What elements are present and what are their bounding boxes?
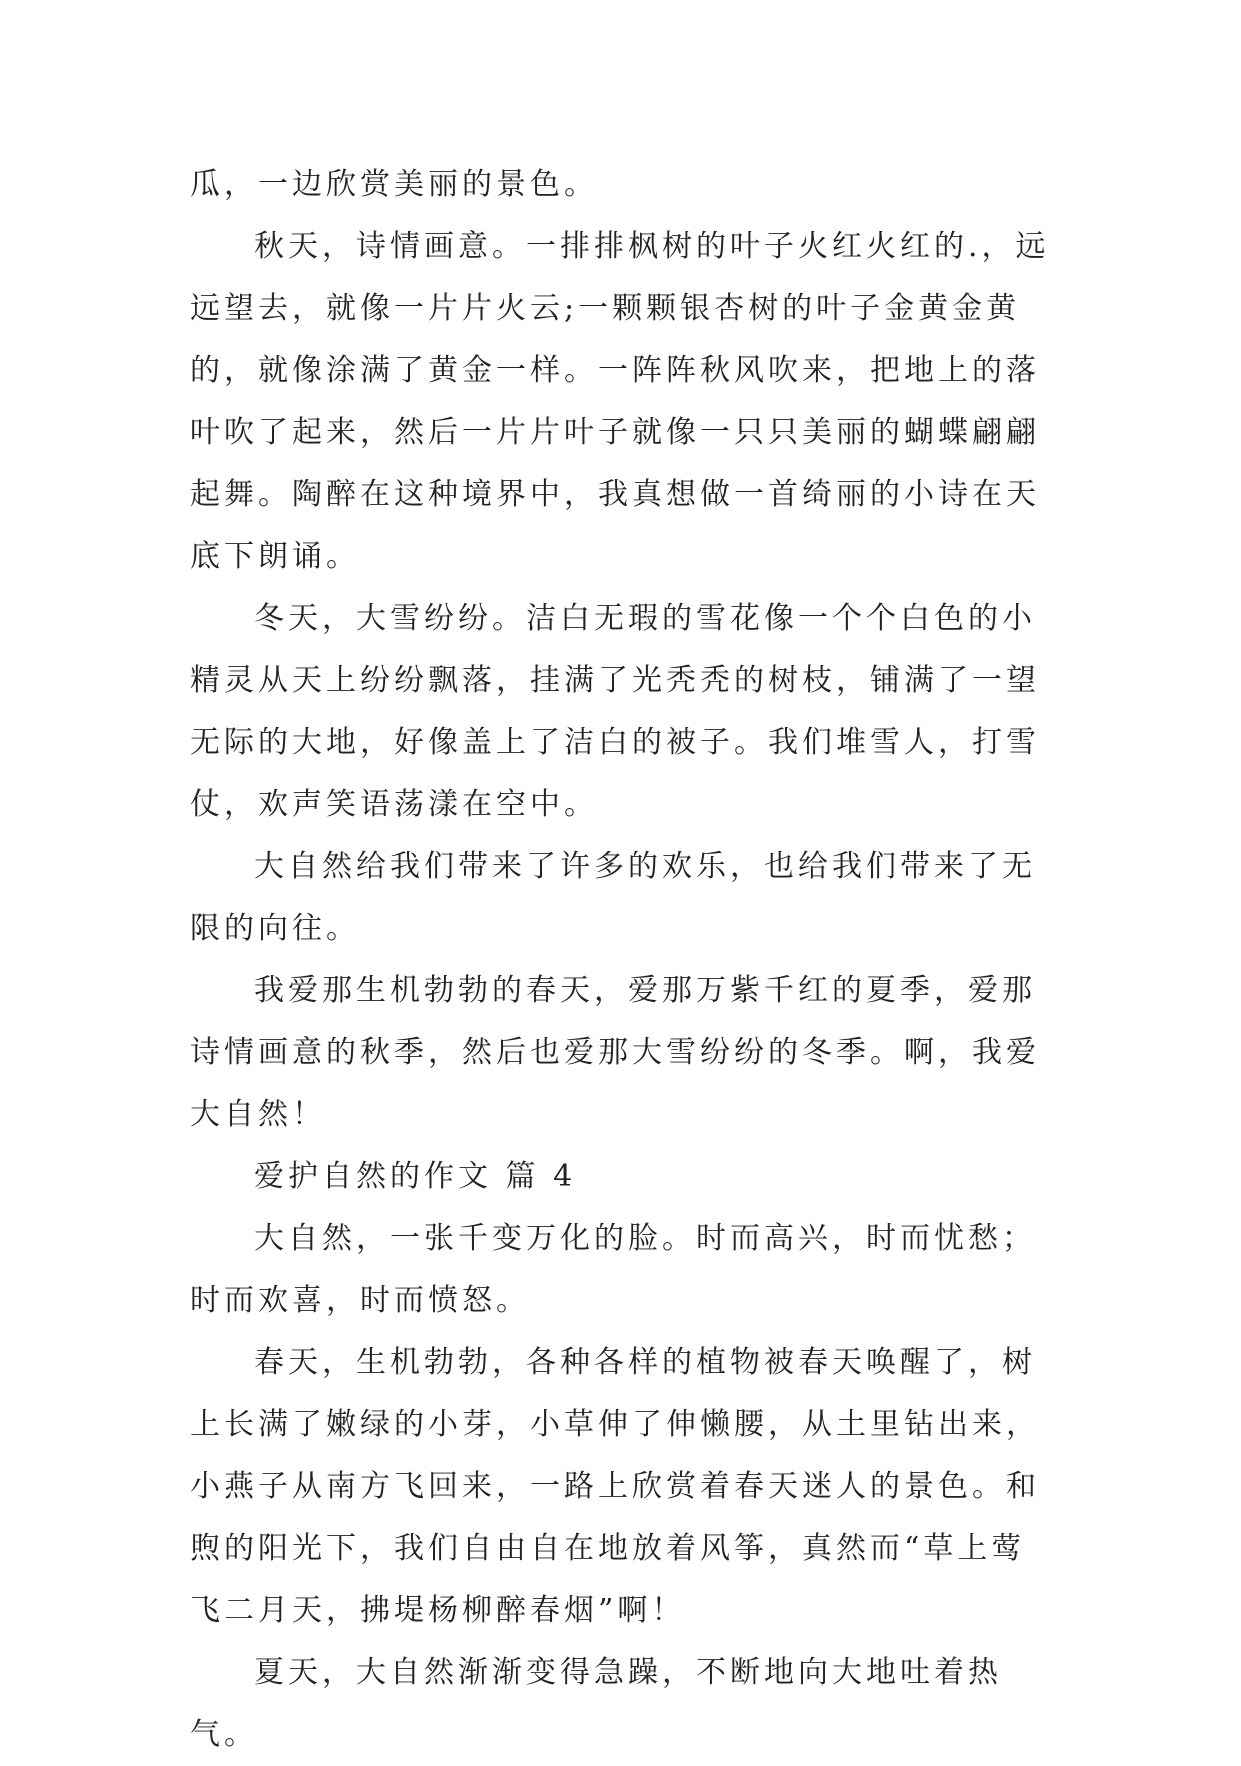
paragraph: 春天，生机勃勃，各种各样的植物被春天唤醒了，树上长满了嫩绿的小芽，小草伸了伸懒腰，从土里钻出来，小燕子从南方飞回来，一路上欣赏着春天迷人的景色。和煦的阳光下，我们自由自在地放着风筝，真然而“草上莺飞二月天，拂堤杨柳醉春烟”啊！: [190, 1345, 1040, 1628]
document-body: [190, 154, 1050, 1766]
section-title: 爱护自然的作文 篇 4: [254, 1159, 577, 1194]
paragraph: 夏天，大自然渐渐变得急躁，不断地向大地吐着热气。: [190, 1655, 1002, 1752]
paragraph: 冬天，大雪纷纷。洁白无瑕的雪花像一个个白色的小精灵从天上纷纷飘落，挂满了光秃秃的树枝，铺满了一望无际的大地，好像盖上了洁白的被子。我们堆雪人，打雪仗，欢声笑语荡漾在空中。: [190, 601, 1040, 822]
paragraph: 我爱那生机勃勃的春天，爱那万紫千红的夏季，爱那诗情画意的秋季，然后也爱那大雪纷纷的冬季。啊，我爱大自然！: [190, 973, 1040, 1132]
paragraph: 大自然给我们带来了许多的欢乐，也给我们带来了无限的向往。: [190, 849, 1036, 946]
paragraph: 秋天，诗情画意。一排排枫树的叶子火红火红的.，远远望去，就像一片片火云;一颗颗银杏树的叶子金黄金黄的，就像涂满了黄金一样。一阵阵秋风吹来，把地上的落叶吹了起来，然后一片片叶子就像一只只美丽的蝴蝶翩翩起舞。陶醉在这种境界中，我真想做一首绮丽的小诗在天底下朗诵。: [190, 229, 1050, 574]
paragraph: 瓜，一边欣赏美丽的景色。: [190, 167, 598, 202]
paragraph: 大自然，一张千变万化的脸。时而高兴，时而忧愁；时而欢喜，时而愤怒。: [190, 1221, 1036, 1318]
